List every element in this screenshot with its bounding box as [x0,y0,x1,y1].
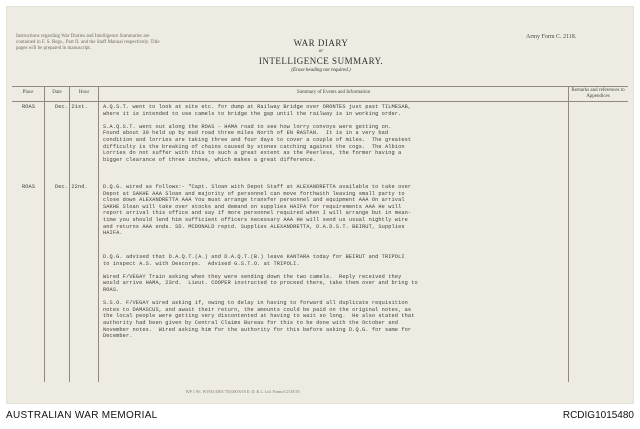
title-erase-note: (Erase heading not required.) [291,68,351,73]
entry-date: Dec. 22nd. [55,184,88,190]
column-header-summary: Summary of Events and Information [296,90,371,95]
archive-credit: AUSTRALIAN WAR MEMORIAL [6,410,158,421]
title-or: or [318,49,324,54]
entry-summary: D.Q.G. advised that D.A.Q.T.(A.) and D.A.Q.T.(B.) leave KANTARA today for BEIRUT and TRIPOLI to inspect A.S. with Descorps. Advised G.S.T.O. at TRIPOLI. Wired F/VEGAY Train asking when they were sending down the two camels. Reply received they would arrive HAMA, 23rd. Lieut. COOPER instructed to proceed there, take them over and bring to ROAS. S.S.O. F/VEGAY wired asking if, owing to delay in having to forward all duplicate requisition notes to DAMASCUS, and await their return, the amounts could be paid on the original notes, as the local people were getting very discontented at having to wait so long. He also stated that authority had been given by Central Claims Bureau for this to be done with the October and November notes. Wired asking him for the authority for this before asking D.Q.G. for same for December. [103,254,418,340]
column-divider-place [44,86,45,382]
table-header-rule [12,101,628,102]
column-header-place: Place [22,90,34,95]
war-diary-page [6,6,634,404]
entry-place: ROAS [22,104,36,110]
table-top-rule [12,86,628,87]
title-intelligence-summary: INTELLIGENCE SUMMARY. [258,56,384,66]
column-header-hour: Hour [78,90,90,95]
entry-summary: D.Q.G. wired as follows:- "Capt. Sloan with Depot Staff at ALEXANDRETTA available to take over Depot at SAKHE AAA Sloan and majority of personnel can move forthwith leaving small party to close down ALEXANDRETTA AAA You must arrange transfer personnel and equipment AAA On arrival SAKHE Sloan will take over stocks and demand on supplies HAIFA for requirements AAA He will report arrival this office and say if more personnel required when I will arrange but in mean- time you should lend him sufficient officers necessary AAA He will send us usual nightly wire and returns AAA ends. SD. MCDONALD reptd. Supplies ALEXANDRETTA, D.A.D.S.T. BEIRUT, Supplies HAIFA. [103,184,412,237]
column-header-date: Date [52,90,62,95]
entry-summary: A.Q.S.T. went to look at site etc. for dump at Railway Bridge over ORONTES just past TILMESAB, where it is intended to use camels to bridge the gap until the railway is in working order. S.A.Q.S.T. went out along the ROAS - HAMA road to see how lorry convoys were getting on. Found about 30 held up by mud road three miles North of EN RASTAN. It is in a very bad condition and lorries are taking three and four days to cover a couple of miles. The greatest difficulty is the breaking of chains caused by stones catching against the cogs. The Albion Lorries do not suffer with this to such a great extent as the Peerless, the former having a bigger clearance of three inches, which makes a great difference. [103,104,412,163]
column-header-remarks: Remarks and references to Appendices [571,88,625,99]
column-divider-date [69,86,70,382]
entry-place: ROAS [22,184,36,190]
archive-reference-id: RCDIG1015480 [562,410,634,421]
column-divider-summary [568,86,569,382]
print-note: B/P 1 Wt. W1933/1803 750,000 8/18 D. D. & L. Ltd. Forms/C2118/19. [186,389,301,394]
column-divider-hour [98,86,99,382]
army-form-number: Army Form C. 2118. [526,34,577,40]
title-war-diary: WAR DIARY [293,38,349,48]
instructions-note: Instructions regarding War Diaries and Intelligence Summaries are contained in F. S. Regs., Part II. and the Staff Manual respectively. Title pages will be prepared in manuscript. [16,34,160,51]
entry-date: Dec. 21st. [55,104,88,110]
